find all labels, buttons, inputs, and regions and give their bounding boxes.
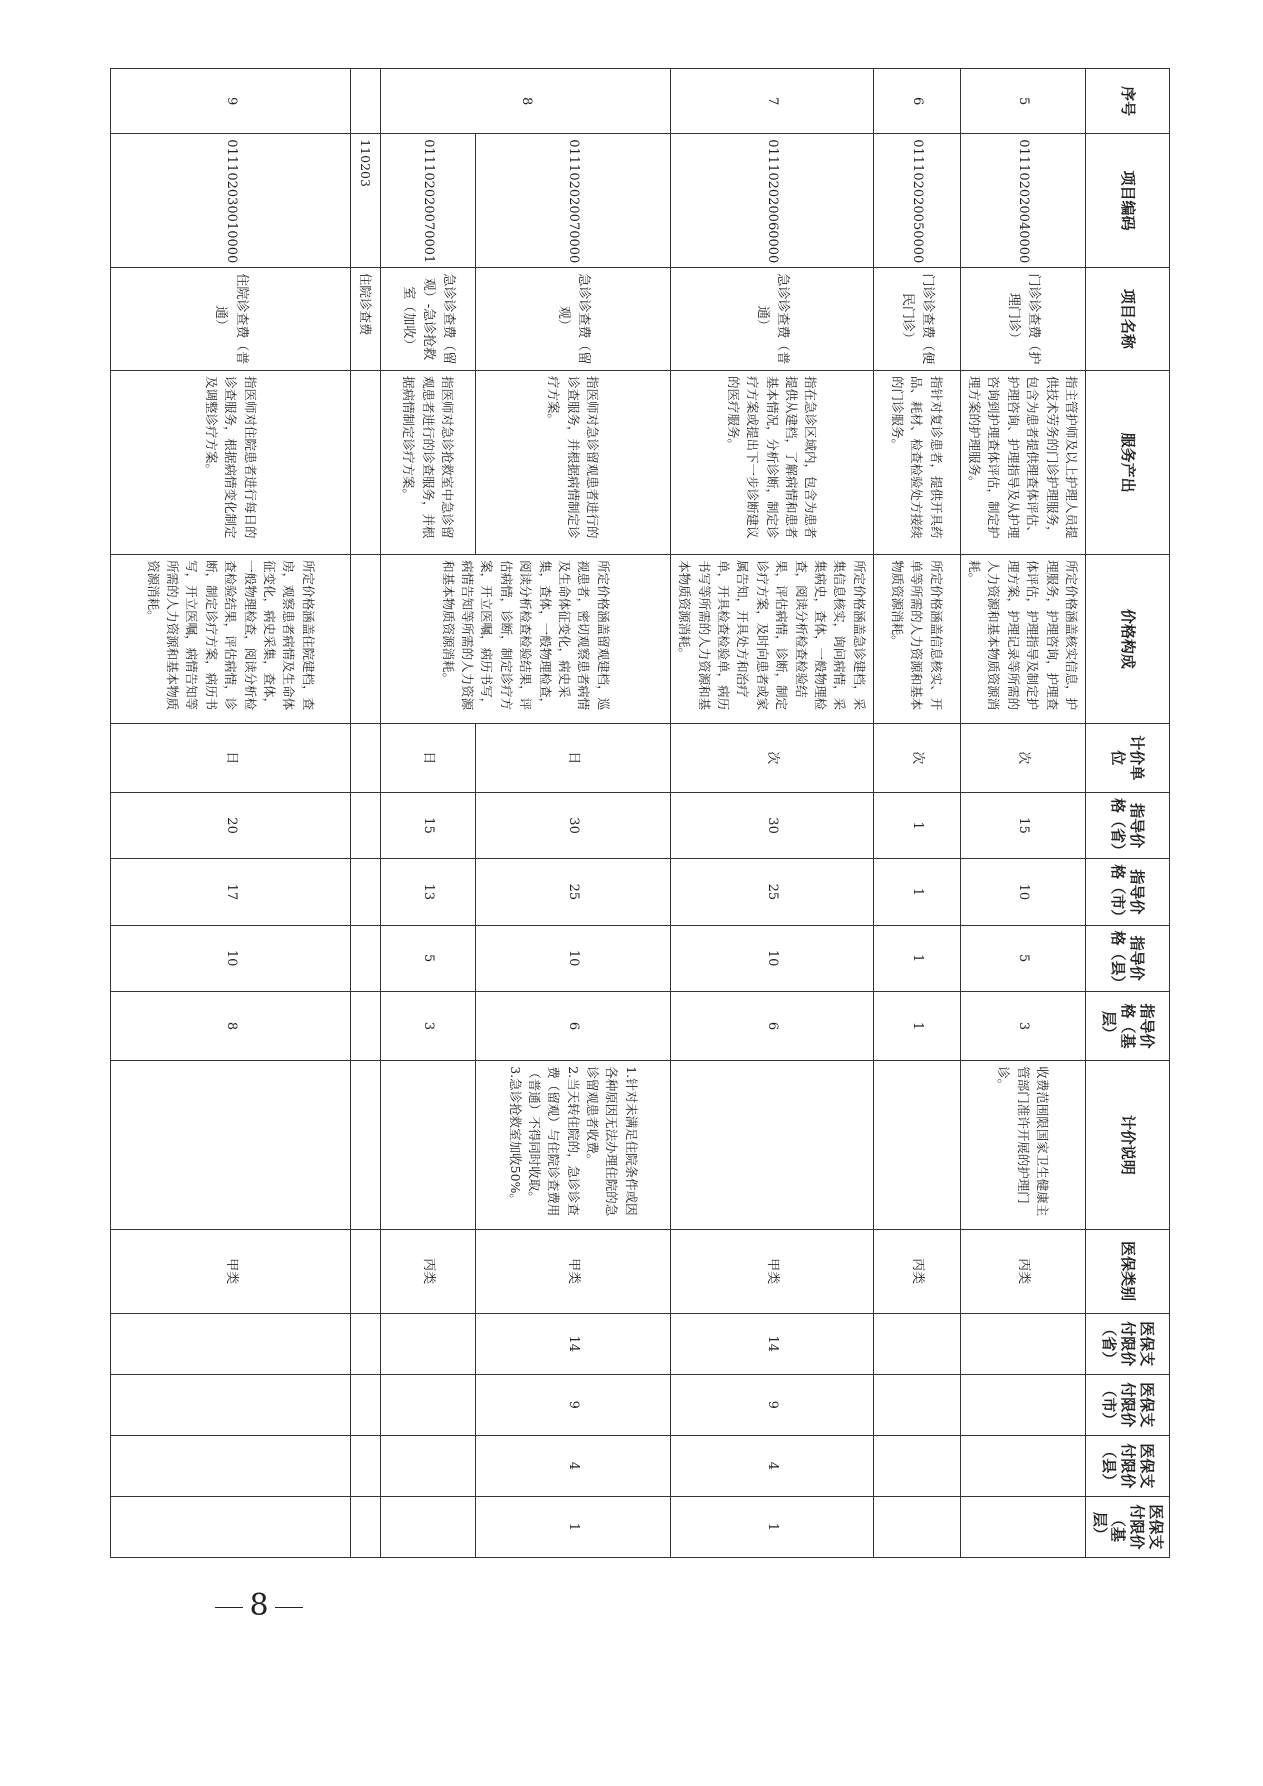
empty-cell [351, 723, 381, 792]
cell-insurance-type: 丙类 [381, 1229, 476, 1313]
cell-limit-prov [111, 1313, 351, 1374]
empty-cell [351, 1496, 381, 1557]
cell-seq: 7 [671, 69, 874, 134]
cell-limit-city: 9 [671, 1374, 874, 1435]
header-price-base: 指导价格（基层） [1086, 991, 1170, 1060]
cell-price-base: 3 [960, 991, 1085, 1060]
cell-price-prov: 15 [960, 792, 1085, 858]
cell-price-base: 3 [381, 991, 476, 1060]
cell-note: 1.针对未满足住院条件或因各种原因无法办理住院的急诊留观患者收费。 2.当天转住院的，急诊诊查费（留观）与住院诊查费用（普通）不得同时收取。 3.急诊抢救室加收50%。 [476, 1061, 671, 1229]
cell-limit-city [960, 1374, 1085, 1435]
cell-limit-base: 1 [671, 1496, 874, 1557]
cell-note [381, 1061, 476, 1229]
header-name: 项目名称 [1086, 267, 1170, 370]
cell-price-city: 17 [111, 859, 351, 925]
cell-price-city: 25 [671, 859, 874, 925]
header-limit-base: 医保支付限价（基层） [1086, 1496, 1170, 1557]
table-row [476, 69, 671, 1558]
rotated-price-table-sheet [110, 68, 1170, 1558]
cell-composition: 所定价格涵盖留观建档，巡视患者，密切观察患者病情及生命体征变化，病史采集，查体，一般物理检查，阅读分析检查检验结果，评估病情，诊断，制定诊疗方案，开立医嘱，病历书写，病情告知等所需的人力资源和基本物质资源消耗。 [381, 555, 671, 723]
header-insurance-type: 医保类别 [1086, 1229, 1170, 1313]
cell-price-prov: 15 [381, 792, 476, 858]
cell-service: 指在急诊区域内，包含为患者提供从建档，了解病情和患者基本情况，分析诊断，制定诊疗方案或提出下一步诊断建议的医疗服务。 [671, 371, 874, 555]
cell-limit-city [111, 1374, 351, 1435]
cell-limit-prov: 14 [671, 1313, 874, 1374]
cell-note [671, 1061, 874, 1229]
cell-unit: 日 [381, 723, 476, 792]
cell-name: 急诊诊查费（普通） [671, 267, 874, 370]
cell-price-base: 1 [873, 991, 960, 1060]
cell-limit-county: 4 [476, 1435, 671, 1496]
cell-limit-city: 9 [476, 1374, 671, 1435]
cell-seq [351, 69, 381, 134]
header-unit: 计价单位 [1086, 723, 1170, 792]
cell-limit-prov: 14 [476, 1313, 671, 1374]
cell-code: 011102020060000 [671, 134, 874, 268]
table-row [381, 69, 476, 1558]
cell-name: 急诊诊查费（留观）-急诊抢救室（加收） [381, 267, 476, 370]
empty-cell [351, 1313, 381, 1374]
cell-composition: 所定价格涵盖核实信息，护理服务，护理咨询，护理查体评估，护理指导及制定护理方案，护理记录等所需的人力资源和基本物质资源消耗。 [960, 555, 1085, 723]
cell-code: 011102030010000 [111, 134, 351, 268]
header-limit-county: 医保支付限价（县） [1086, 1435, 1170, 1496]
table-row [111, 69, 351, 1558]
cell-seq: 6 [873, 69, 960, 134]
cell-price-base: 8 [111, 991, 351, 1060]
cell-note: 收费范围限国家卫生健康主管部门准许开展的护理门诊。 [960, 1061, 1085, 1229]
table-row [671, 69, 874, 1558]
cell-limit-county [381, 1435, 476, 1496]
cell-unit: 次 [873, 723, 960, 792]
cell-code: 011102020070001 [381, 134, 476, 268]
page-number [207, 1586, 311, 1626]
cell-composition: 所定价格涵盖住院建档，查房，观察患者病情及生命体征变化，病史采集，查体，一般物理检查，阅读分析检查检验结果，评估病情，诊断，制定诊疗方案，病历书写，开立医嘱，病情告知等所需的人力资源和基本物质资源消耗。 [111, 555, 351, 723]
cell-limit-base [873, 1496, 960, 1557]
cell-price-city: 10 [960, 859, 1085, 925]
price-table [110, 68, 1170, 1558]
empty-cell [351, 555, 381, 723]
cell-price-county: 10 [476, 925, 671, 991]
cell-name: 门诊诊查费（护理门诊） [960, 267, 1085, 370]
cell-name: 住院诊查费（普通） [111, 267, 351, 370]
cell-code: 011102020050000 [873, 134, 960, 268]
cell-limit-city [381, 1374, 476, 1435]
cell-insurance-type: 甲类 [671, 1229, 874, 1313]
section-row [351, 69, 381, 1558]
cell-service: 指主管护师及以上护理人员提供技术劳务的门诊护理服务，包含为患者提供理查体评估、护理咨询、护理指导及从护理咨询到护理查体评估，制定护理方案的护理服务。 [960, 371, 1085, 555]
cell-price-prov: 1 [873, 792, 960, 858]
header-composition: 价格构成 [1086, 555, 1170, 723]
cell-unit: 次 [671, 723, 874, 792]
header-price-county: 指导价格（县） [1086, 925, 1170, 991]
cell-price-county: 1 [873, 925, 960, 991]
cell-price-city: 13 [381, 859, 476, 925]
empty-cell [351, 1374, 381, 1435]
cell-composition: 所定价格涵盖急诊建档，采集信息核实，询问病情，采集病史，查体，一般物理检查，阅读分析检查检验结果，评估病情，诊断，制定诊疗方案，及时向患者或家属告知，开具处方和治疗单，开具检查检验单，病历书写等所需的人力资源和基本物质资源消耗。 [671, 555, 874, 723]
empty-cell [351, 1435, 381, 1496]
cell-seq: 5 [960, 69, 1085, 134]
cell-name: 急诊诊查费（留观） [476, 267, 671, 370]
cell-seq: 8 [381, 69, 671, 134]
header-limit-prov: 医保支付限价（省） [1086, 1313, 1170, 1374]
empty-cell [351, 1229, 381, 1313]
cell-price-county: 10 [111, 925, 351, 991]
header-seq: 序号 [1086, 69, 1170, 134]
page-number-value: 8 [249, 1588, 269, 1623]
header-row [1086, 69, 1170, 1558]
cell-insurance-type: 丙类 [873, 1229, 960, 1313]
cell-limit-county [111, 1435, 351, 1496]
cell-price-county: 10 [671, 925, 874, 991]
dash-left [215, 1607, 243, 1608]
section-name: 住院诊查费 [351, 267, 381, 370]
cell-limit-county [873, 1435, 960, 1496]
cell-price-city: 1 [873, 859, 960, 925]
cell-price-prov: 30 [476, 792, 671, 858]
cell-name: 门诊诊查费（便民门诊） [873, 267, 960, 370]
empty-cell [351, 925, 381, 991]
dash-right [275, 1607, 303, 1608]
cell-limit-prov [873, 1313, 960, 1374]
cell-price-county: 5 [381, 925, 476, 991]
cell-limit-prov [381, 1313, 476, 1374]
cell-price-city: 25 [476, 859, 671, 925]
empty-cell [351, 991, 381, 1060]
cell-limit-base [381, 1496, 476, 1557]
cell-price-base: 6 [476, 991, 671, 1060]
cell-code: 011102020070000 [476, 134, 671, 268]
empty-cell [351, 859, 381, 925]
table-row [873, 69, 960, 1558]
cell-code: 011102020040000 [960, 134, 1085, 268]
cell-limit-city [873, 1374, 960, 1435]
cell-composition: 所定价格涵盖信息核实、开单等所需的人力资源和基本物质资源消耗。 [873, 555, 960, 723]
cell-limit-prov [960, 1313, 1085, 1374]
cell-unit: 次 [960, 723, 1085, 792]
cell-price-base: 6 [671, 991, 874, 1060]
cell-note [111, 1061, 351, 1229]
header-limit-city: 医保支付限价（市） [1086, 1374, 1170, 1435]
cell-unit: 日 [476, 723, 671, 792]
header-price-city: 指导价格（市） [1086, 859, 1170, 925]
header-price-prov: 指导价格（省） [1086, 792, 1170, 858]
cell-price-prov: 30 [671, 792, 874, 858]
cell-limit-base: 1 [476, 1496, 671, 1557]
cell-limit-base [111, 1496, 351, 1557]
cell-service: 指医师对急诊留观患者进行的诊查服务，并根据病情制定诊疗方案。 [476, 371, 671, 555]
header-note: 计价说明 [1086, 1061, 1170, 1229]
cell-unit: 日 [111, 723, 351, 792]
header-service: 服务产出 [1086, 371, 1170, 555]
cell-limit-county: 4 [671, 1435, 874, 1496]
cell-insurance-type: 甲类 [111, 1229, 351, 1313]
empty-cell [351, 1061, 381, 1229]
cell-service: 指医师对急诊抢救室中急诊留观患者进行的诊查服务，并根据病情制定诊疗方案。 [381, 371, 476, 555]
cell-limit-base [960, 1496, 1085, 1557]
empty-cell [351, 371, 381, 555]
empty-cell [351, 792, 381, 858]
cell-price-county: 5 [960, 925, 1085, 991]
cell-price-prov: 20 [111, 792, 351, 858]
cell-limit-county [960, 1435, 1085, 1496]
cell-insurance-type: 甲类 [476, 1229, 671, 1313]
cell-service: 指医师对住院患者进行每日的诊查服务，根据病情变化制定及调整诊疗方案。 [111, 371, 351, 555]
cell-service: 指针对复诊患者，提供开具药品、耗材、检查检验处方接续的门诊服务。 [873, 371, 960, 555]
cell-seq: 9 [111, 69, 351, 134]
cell-note [873, 1061, 960, 1229]
section-code: 110203 [351, 134, 381, 268]
header-code: 项目编码 [1086, 134, 1170, 268]
table-row [960, 69, 1085, 1558]
cell-insurance-type: 丙类 [960, 1229, 1085, 1313]
